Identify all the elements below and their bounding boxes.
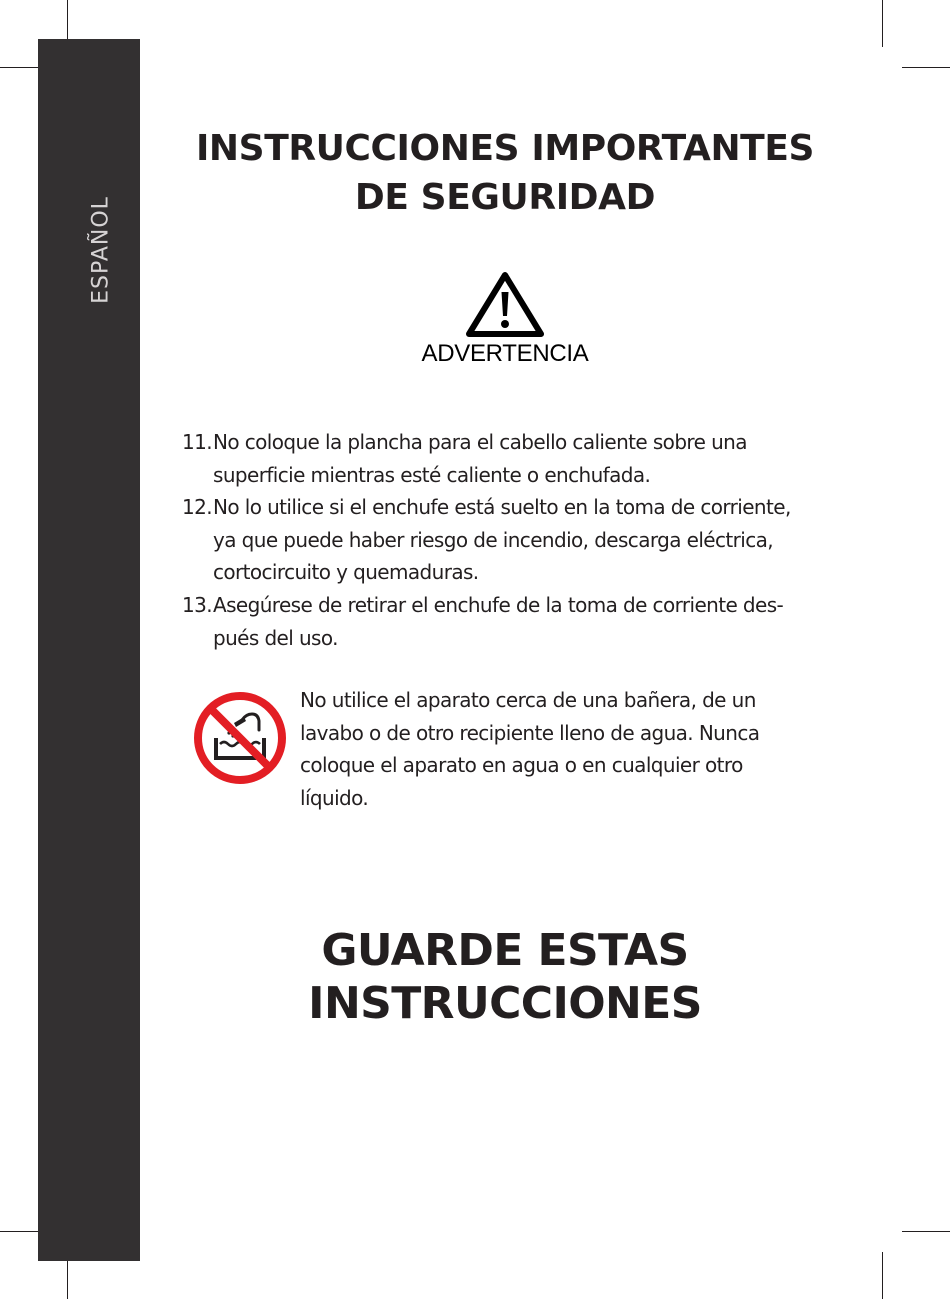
list-item <box>182 491 842 589</box>
save-heading-line: INSTRUCCIONES <box>308 978 702 1029</box>
page-title-line: INSTRUCCIONES IMPORTANTES <box>195 128 815 169</box>
page-title <box>140 124 870 222</box>
safety-rules-list <box>182 426 842 654</box>
water-warning-text <box>300 684 840 814</box>
list-item-number: 11. <box>182 430 213 454</box>
crop-mark <box>902 1231 950 1232</box>
no-bathtub-water-icon <box>192 690 288 786</box>
water-warning-line: coloque el aparato en agua o en cualquier otro <box>300 753 743 778</box>
list-item <box>182 589 842 654</box>
list-item-line: pués del uso. <box>213 625 338 650</box>
water-warning-line: lavabo o de otro recipiente lleno de agua. Nunca <box>300 720 760 745</box>
list-item-number: 13. <box>182 592 213 617</box>
list-item-line: Asegúrese de retirar el enchufe de la toma de corriente des- <box>213 592 784 617</box>
language-label: ESPAÑOL <box>88 196 114 304</box>
water-warning-line: líquido. <box>300 785 369 810</box>
warning-triangle-icon <box>463 268 547 340</box>
list-item-line: cortocircuito y quemaduras. <box>213 560 479 585</box>
water-warning-line: No utilice el aparato cerca de una bañera, de un <box>300 688 756 712</box>
list-item-line: superficie mientras esté caliente o enchufada. <box>213 462 651 487</box>
crop-mark <box>882 1252 883 1299</box>
crop-mark <box>882 0 883 47</box>
warning-block <box>405 268 605 373</box>
warning-label: ADVERTENCIA <box>421 340 589 367</box>
list-item-line: No coloque la plancha para el cabello caliente sobre una <box>213 430 747 454</box>
list-item <box>182 426 842 491</box>
list-item-line: No lo utilice si el enchufe está suelto en la toma de corriente, <box>213 495 791 520</box>
save-heading-line: GUARDE ESTAS <box>321 925 689 976</box>
list-item-number: 12. <box>182 495 213 520</box>
page-title-line: DE SEGURIDAD <box>354 177 656 218</box>
save-instructions-heading <box>140 924 870 1030</box>
list-item-line: ya que puede haber riesgo de incendio, descarga eléctrica, <box>213 527 774 552</box>
crop-mark <box>902 67 950 68</box>
